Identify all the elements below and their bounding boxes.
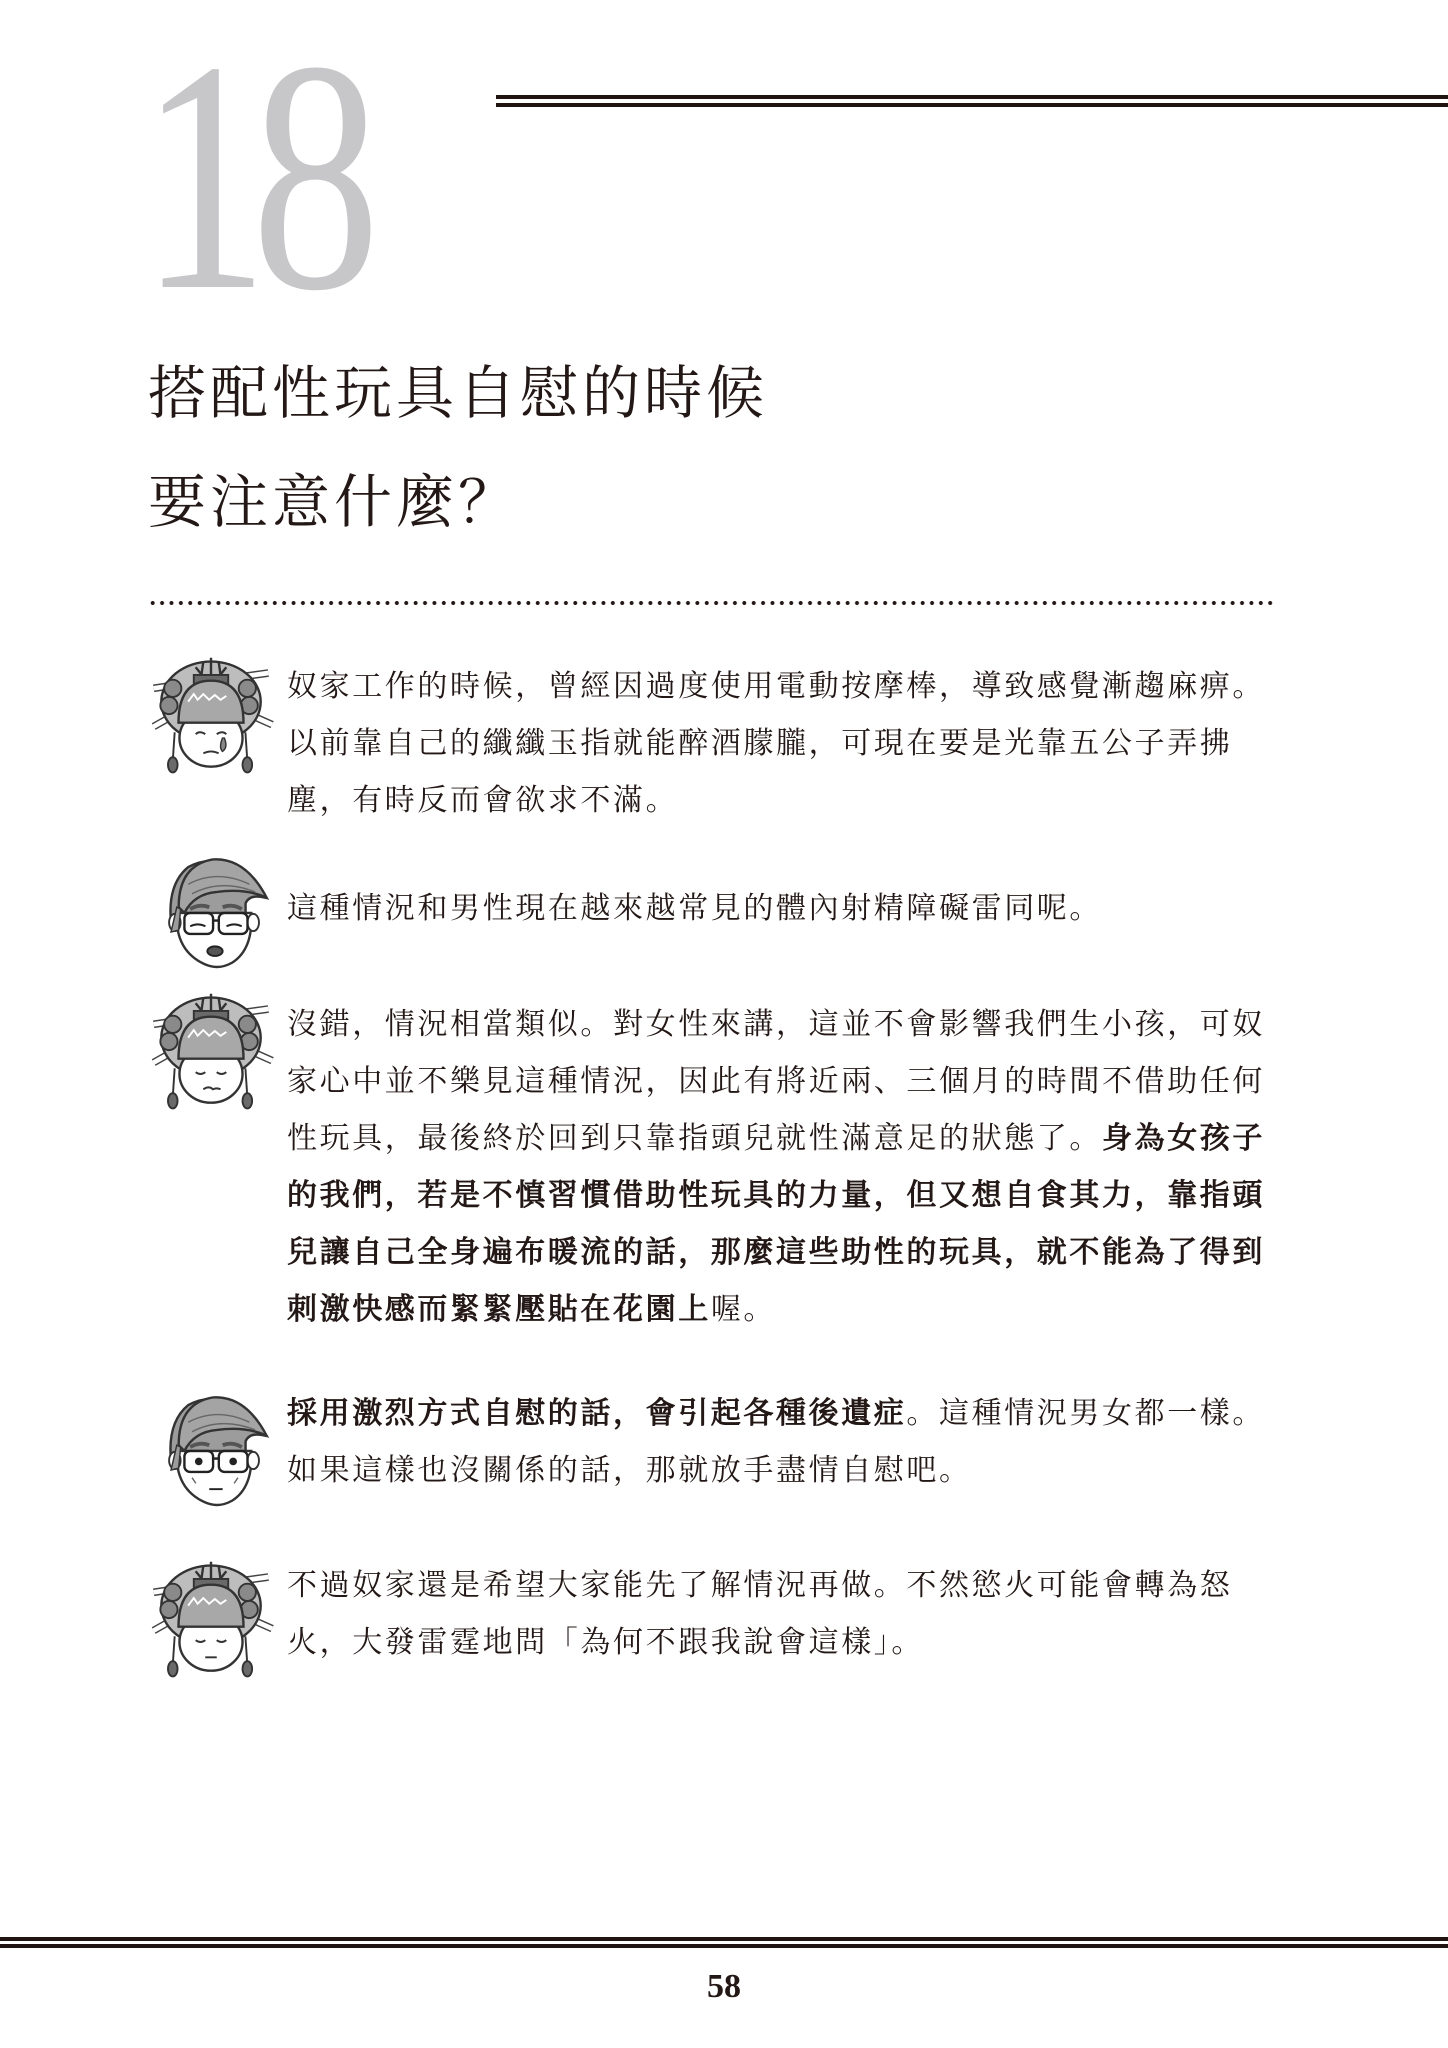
paragraph-line: 刺激快感而緊緊壓貼在花園上喔。 (287, 1292, 777, 1327)
dialogue-paragraph-1 (287, 658, 1287, 829)
paragraph-line: 沒錯，情況相當類似。對女性來講，這並不會影響我們生小孩，可奴 (287, 1007, 1265, 1042)
avatar-woman-calm-icon (146, 988, 276, 1118)
avatar-man-glasses-eyes-closed-icon (150, 846, 280, 976)
dotted-divider (148, 600, 1274, 606)
chapter-title-line-2: 要注意什麼？ (148, 468, 521, 536)
avatar-woman-eyes-closed-icon (146, 1556, 276, 1686)
paragraph-line: 家心中並不樂見這種情況，因此有將近兩、三個月的時間不借助任何 (287, 1064, 1265, 1099)
paragraph-line: 這種情況和男性現在越來越常見的體內射精障礙雷同呢。 (287, 891, 1102, 926)
page-number: 58 (707, 1968, 741, 2005)
chapter-number: 18 (140, 0, 364, 359)
chapter-title-line-1: 搭配性玩具自慰的時候 (148, 359, 769, 427)
paragraph-line: 塵，有時反而會欲求不滿。 (287, 783, 679, 818)
emphasis-text: 身為女孩子 (1102, 1121, 1265, 1156)
emphasis-text: 刺激快感而緊緊壓貼在花園上 (287, 1292, 711, 1327)
dialogue-paragraph-2 (287, 880, 1287, 937)
paragraph-line: 如果這樣也沒關係的話，那就放手盡情自慰吧。 (287, 1453, 972, 1488)
paragraph-line: 火，大發雷霆地問「為何不跟我說會這樣」。 (287, 1625, 924, 1660)
paragraph-line: 奴家工作的時候，曾經因過度使用電動按摩棒，導致感覺漸趨麻痹。 (287, 669, 1265, 704)
avatar-man-glasses-eyes-open-icon (150, 1384, 280, 1514)
header-rule-bottom (496, 103, 1448, 107)
dialogue-paragraph-4 (287, 1385, 1287, 1499)
footer-rule-top (0, 1937, 1448, 1941)
paragraph-line: 以前靠自己的纖纖玉指就能醉酒朦朧，可現在要是光靠五公子弄拂 (287, 726, 1233, 761)
dialogue-paragraph-3 (287, 996, 1287, 1338)
avatar-woman-crying-icon (146, 652, 276, 782)
emphasis-text: 的我們，若是不慎習慣借助性玩具的力量，但又想自食其力，靠指頭 (287, 1178, 1265, 1213)
paragraph-line: 採用激烈方式自慰的話，會引起各種後遺症。這種情況男女都一樣。 (287, 1396, 1266, 1431)
emphasis-text: 兒讓自己全身遍布暖流的話，那麼這些助性的玩具，就不能為了得到 (287, 1235, 1265, 1270)
paragraph-line (287, 1224, 1287, 1281)
header-rule-top (496, 95, 1448, 99)
emphasis-text: 採用激烈方式自慰的話，會引起各種後遺症 (287, 1396, 907, 1431)
paragraph-line: 性玩具，最後終於回到只靠指頭兒就性滿意足的狀態了。身為女孩子 (287, 1121, 1265, 1156)
paragraph-line: 不過奴家還是希望大家能先了解情況再做。不然慾火可能會轉為怒 (287, 1568, 1233, 1603)
footer-rule-bottom (0, 1944, 1448, 1948)
dialogue-paragraph-5 (287, 1557, 1287, 1671)
paragraph-line (287, 1167, 1287, 1224)
